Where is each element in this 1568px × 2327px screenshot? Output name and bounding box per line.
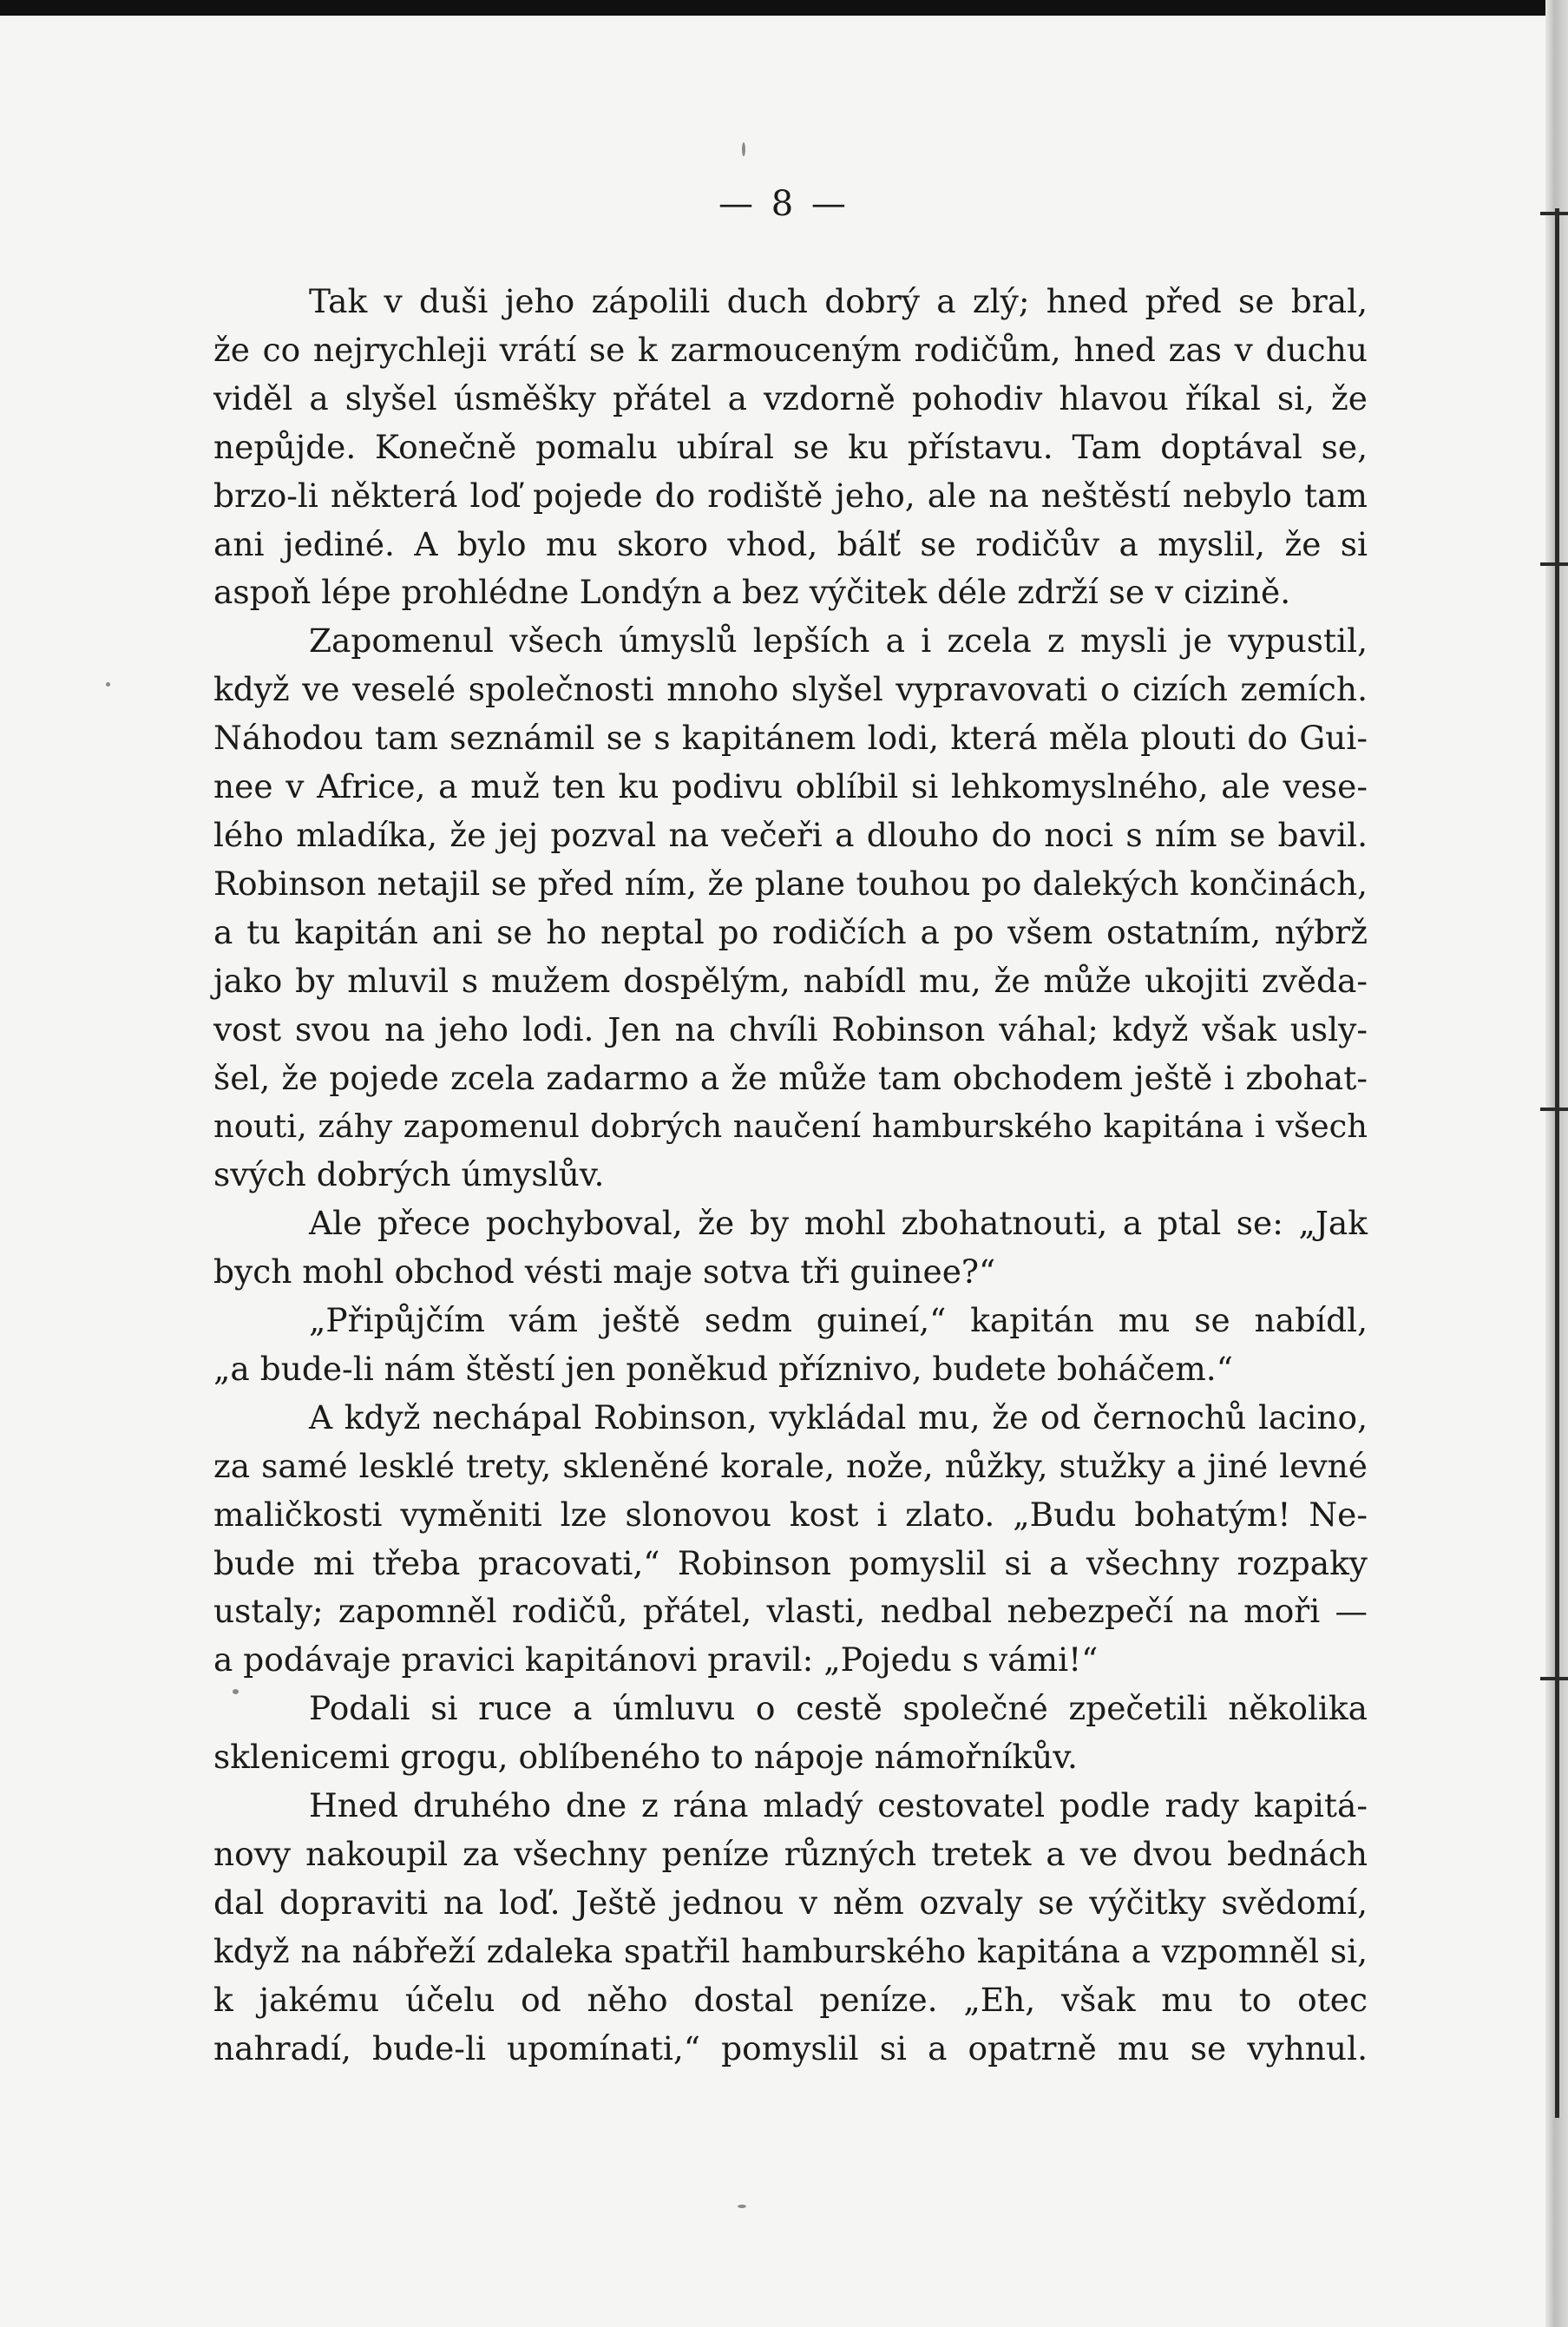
text-line: Podali si ruce a úmluvu o cestě společné zpečetili několika xyxy=(309,1689,1368,1728)
text-line: k jakému účelu od něho dostal peníze. „Eh, však mu to otec xyxy=(213,1980,1368,2019)
text-line: „a bude-li nám štěstí jen poněkud příznivo, budete boháčem.“ xyxy=(213,1349,1233,1388)
text-line: ustaly; zapomněl rodičů, přátel, vlasti, nedbal nebezpečí na moři — xyxy=(213,1592,1368,1631)
text-line: Hned druhého dne z rána mladý cestovatel podle rady kapitá- xyxy=(309,1786,1368,1825)
text-line: a tu kapitán ani se ho neptal po rodičích a po všem ostatním, nýbrž xyxy=(213,912,1368,951)
text-line: nahradí, bude-li upomínati,“ pomyslil si a opatrně mu se vyhnul. xyxy=(213,2028,1368,2067)
text-line: Robinson netajil se před ním, že plane touhou po dalekých končinách, xyxy=(213,864,1368,903)
text-line: brzo-li některá loď pojede do rodiště jeho, ale na neštěstí nebylo tam xyxy=(213,476,1368,515)
text-line: Ale přece pochyboval, že by mohl zbohatnouti, a ptal se: „Jak xyxy=(309,1204,1368,1243)
text-line: viděl a slyšel úsměšky přátel a vzdorně pohodiv hlavou říkal si, že xyxy=(213,378,1368,417)
text-line: bude mi třeba pracovati,“ Robinson pomyslil si a všechny rozpaky xyxy=(213,1543,1368,1582)
page-number: — 8 — xyxy=(718,184,850,224)
binding-tick xyxy=(1540,1677,1568,1680)
text-line: maličkosti vyměniti lze slonovou kost i zlato. „Budu bohatým! Ne- xyxy=(213,1495,1368,1534)
binding-tick xyxy=(1540,562,1568,566)
body-text xyxy=(213,278,1368,2074)
text-line: bych mohl obchod vésti maje sotva tři guinee?“ xyxy=(213,1252,996,1292)
text-line: novy nakoupil za všechny peníze různých tretek a ve dvou bednách xyxy=(213,1835,1368,1873)
text-line: Zapomenul všech úmyslů lepších a i zcela z mysli je vypustil, xyxy=(309,621,1368,661)
paper-speck xyxy=(106,682,110,687)
text-line: šel, že pojede zcela zadarmo a že může tam obchodem ještě i zbohat- xyxy=(213,1058,1368,1097)
text-line: sklenicemi grogu, oblíbeného to nápoje námořníkův. xyxy=(213,1738,1078,1777)
text-line: ani jediné. A bylo mu skoro vhod, bálť se rodičův a myslil, že si xyxy=(213,524,1368,563)
text-line: A když nechápal Robinson, vykládal mu, že od černochů lacino, xyxy=(309,1397,1368,1436)
scan-top-edge xyxy=(0,0,1568,16)
text-line: když ve veselé společnosti mnoho slyšel vypravovati o cizích zemích. xyxy=(213,670,1368,709)
text-line: jako by mluvil s mužem dospělým, nabídl mu, že může ukojiti zvěda- xyxy=(213,961,1368,1000)
text-line: aspoň lépe prohlédne Londýn a bez výčitek déle zdrží se v cizině. xyxy=(213,573,1291,612)
paper-speck xyxy=(738,2205,746,2208)
text-line: dal dopraviti na loď. Ještě jednou v něm ozvaly se výčitky svědomí, xyxy=(213,1883,1368,1922)
text-line: vost svou na jeho lodi. Jen na chvíli Robinson váhal; když však usly- xyxy=(213,1009,1368,1048)
text-line: že co nejrychleji vrátí se k zarmouceným rodičům, hned zas v duchu xyxy=(213,330,1368,369)
text-line: nepůjde. Konečně pomalu ubíral se ku přístavu. Tam doptával se, xyxy=(213,427,1368,466)
text-line: a podávaje pravici kapitánovi pravil: „Pojedu s vámi!“ xyxy=(213,1640,1099,1680)
binding-tick xyxy=(1540,1108,1568,1111)
text-line: „Připůjčím vám ještě sedm guineí,“ kapitán mu se nabídl, xyxy=(309,1301,1368,1340)
text-line: nouti, záhy zapomenul dobrých naučení hamburského kapitána i všech xyxy=(213,1108,1368,1146)
binding-line xyxy=(1555,208,1559,2118)
text-line: když na nábřeží zdaleka spatřil hamburského kapitána a vzpomněl si, xyxy=(213,1931,1368,1970)
paper-speck xyxy=(742,142,745,156)
text-line: Náhodou tam seznámil se s kapitánem lodi, která měla plouti do Gui- xyxy=(213,719,1368,758)
text-line: svých dobrých úmyslův. xyxy=(213,1155,605,1194)
text-line: za samé lesklé trety, skleněné korale, nože, nůžky, stužky a jiné levné xyxy=(213,1446,1368,1485)
text-line: nee v Africe, a muž ten ku podivu oblíbil si lehkomyslného, ale vese- xyxy=(213,767,1368,806)
text-line: lého mladíka, že jej pozval na večeři a dlouho do noci s ním se bavil. xyxy=(213,815,1368,854)
text-line: Tak v duši jeho zápolili duch dobrý a zlý; hned před se bral, xyxy=(309,282,1368,320)
